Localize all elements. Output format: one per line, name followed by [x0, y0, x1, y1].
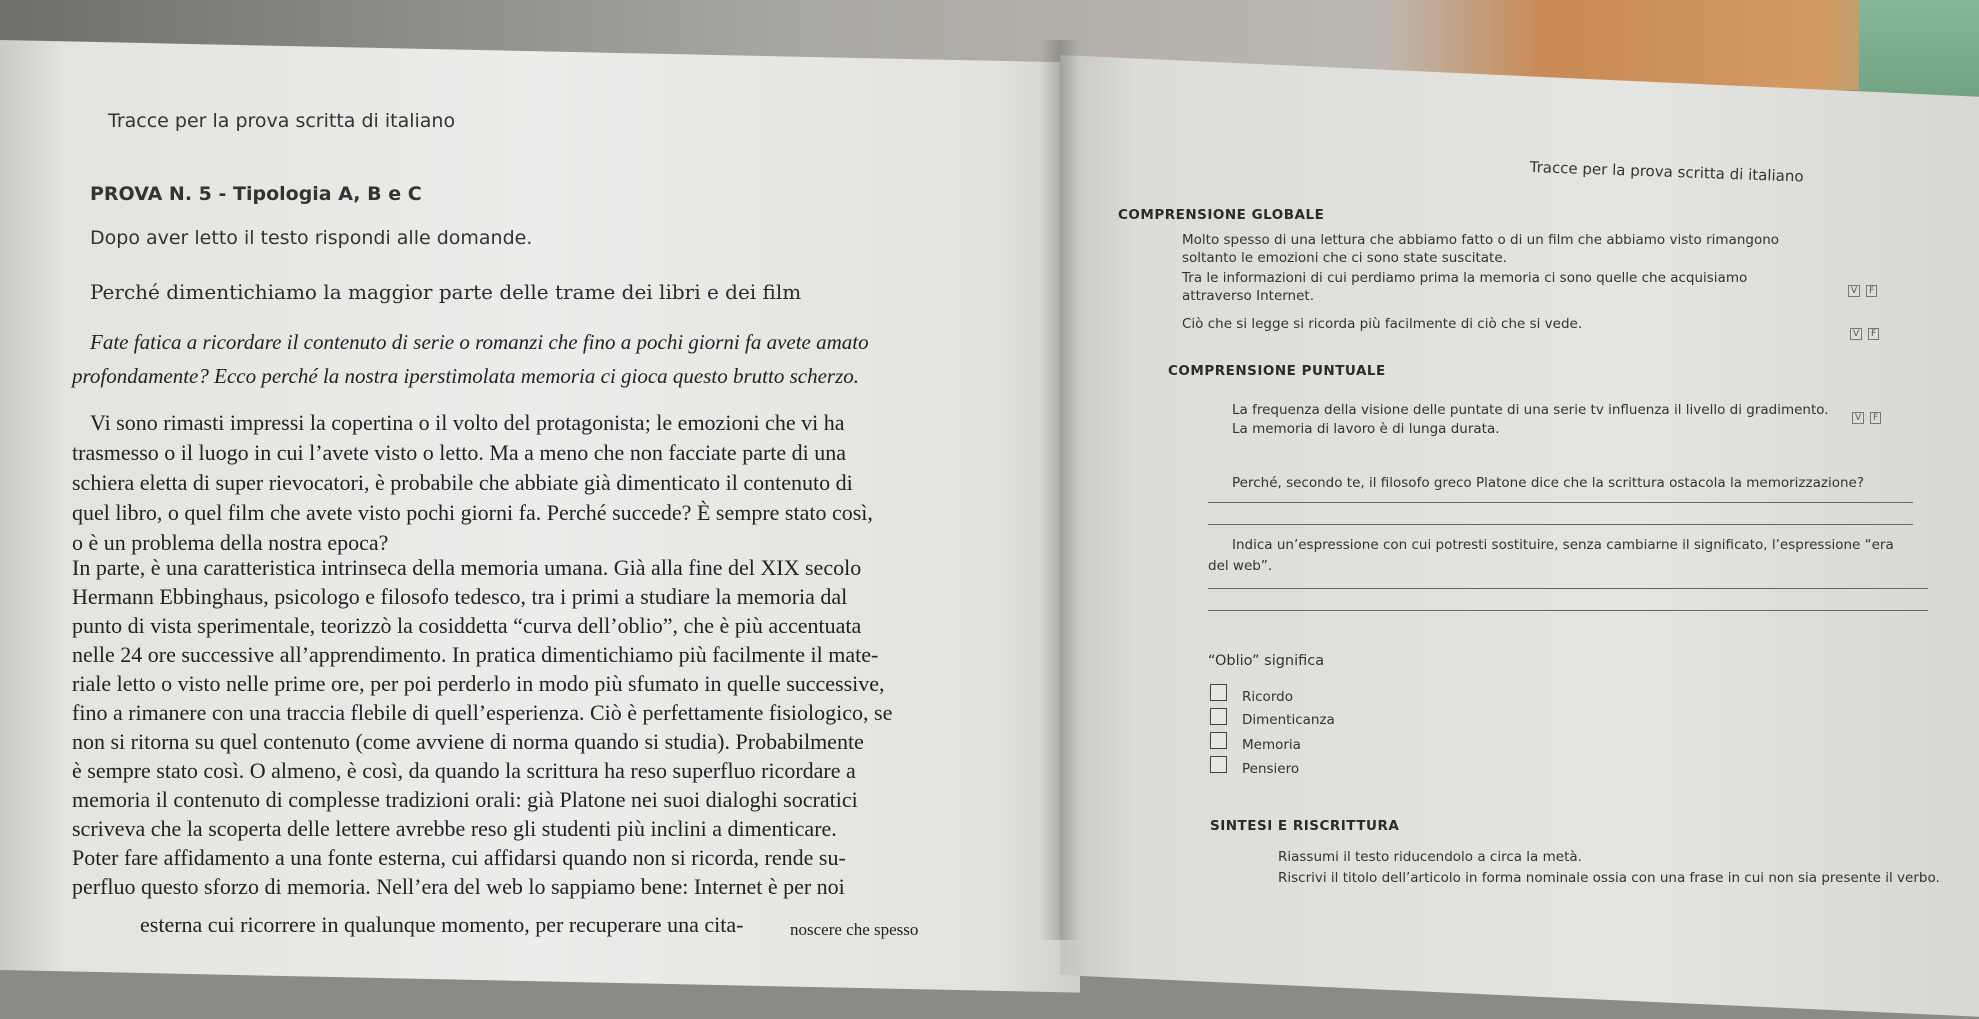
body-line: non si ritorna su quel contenuto (come avviene di norma quando si studia). Probabilmente [72, 729, 864, 754]
body-line: Hermann Ebbinghaus, psicologo e filosofo tedesco, tra i primi a studiare la memoria dal [72, 584, 848, 609]
answer-line[interactable] [1208, 502, 1913, 503]
body-line: nelle 24 ore successive all’apprendimento. In pratica dimentichiamo più facilmente il mate- [72, 642, 879, 667]
body-line: o è un problema della nostra epoca? [72, 530, 389, 555]
body-line: scriveva che la scoperta delle lettere avrebbe reso gli studenti più inclini a dimenticare. [72, 816, 837, 841]
section-heading: SINTESI E RISCRITTURA [1210, 818, 1400, 834]
false-option[interactable]: F [1870, 412, 1881, 424]
section-heading: COMPRENSIONE PUNTUALE [1168, 363, 1386, 379]
option-label: Memoria [1242, 737, 1301, 753]
body-line: perfluo questo sforzo di memoria. Nell’era del web lo sappiamo bene: Internet è per noi [72, 874, 845, 899]
body-line: trasmesso o il luogo in cui l’avete visto o letto. Ma a meno che non facciate parte di una [72, 440, 847, 465]
body-line: schiera eletta di super rievocatori, è probabile che abbiate già dimenticato il contenuto di [72, 470, 853, 495]
article-subtitle-line: profondamente? Ecco perché la nostra iperstimolata memoria ci gioca questo brutto scherzo. [72, 364, 860, 388]
body-line: è sempre stato così. O almeno, è così, da quando la scrittura ha reso superfluo ricordare a [72, 758, 856, 783]
body-line: noscere che spesso [790, 920, 919, 939]
section-heading: COMPRENSIONE GLOBALE [1118, 207, 1325, 223]
true-false-statement: La memoria di lavoro è di lunga durata. [1232, 421, 1500, 437]
true-false-statement: attraverso Internet. [1182, 288, 1315, 304]
question-text: Indica un’espressione con cui potresti sostituire, senza cambiarne il significato, l’espressione “era [1232, 537, 1894, 553]
body-line: Vi sono rimasti impressi la copertina o il volto del protagonista; le emozioni che vi ha [90, 410, 845, 435]
body-line: Poter fare affidamento a una fonte esterna, cui affidarsi quando non si ricorda, rende su- [72, 845, 846, 870]
task-text: Riassumi il testo riducendolo a circa la metà. [1278, 849, 1582, 865]
task-text: Riscrivi il titolo dell’articolo in forma nominale ossia con una frase in cui non sia presente il verbo. [1278, 870, 1940, 886]
option-checkbox[interactable] [1210, 756, 1227, 773]
true-false-statement: soltanto le emozioni che ci sono state suscitate. [1182, 250, 1507, 266]
true-false-statement: La frequenza della visione delle puntate di una serie tv influenza il livello di gradimento. [1232, 402, 1829, 418]
body-line: fino a rimanere con una traccia flebile di quell’esperienza. Ciò è perfettamente fisiologico, se [72, 700, 893, 725]
option-checkbox[interactable] [1210, 708, 1227, 725]
question-text: “Oblio” significa [1208, 653, 1325, 669]
true-false-statement: Ciò che si legge si ricorda più facilmente di ciò che si vede. [1182, 316, 1583, 332]
prova-title: PROVA N. 5 - Tipologia A, B e C [90, 183, 422, 205]
body-line: memoria il contenuto di complesse tradizioni orali: già Platone nei suoi dialoghi socratici [72, 787, 858, 812]
book-gutter [1040, 40, 1080, 940]
option-checkbox[interactable] [1210, 732, 1227, 749]
false-option[interactable]: F [1868, 328, 1879, 340]
right-page-header: Tracce per la prova scritta di italiano [1529, 158, 1804, 186]
option-label: Pensiero [1242, 761, 1300, 777]
true-option[interactable]: V [1848, 285, 1860, 297]
question-text: del web”. [1208, 558, 1273, 574]
answer-line[interactable] [1208, 588, 1928, 589]
body-line: punto di vista sperimentale, teorizzò la cosiddetta “curva dell’oblio”, che è più accentuata [72, 613, 862, 638]
true-false-statement: Molto spesso di una lettura che abbiamo fatto o di un film che abbiamo visto rimangono [1182, 232, 1780, 248]
question-text: Perché, secondo te, il filosofo greco Platone dice che la scrittura ostacola la memorizzazione? [1232, 475, 1864, 491]
instruction: Dopo aver letto il testo rispondi alle domande. [90, 227, 533, 249]
answer-line[interactable] [1208, 610, 1928, 611]
body-line: In parte, è una caratteristica intrinseca della memoria umana. Già alla fine del XIX secolo [72, 555, 862, 580]
false-option[interactable]: F [1866, 285, 1877, 297]
option-checkbox[interactable] [1210, 684, 1227, 701]
true-option[interactable]: V [1852, 412, 1864, 424]
option-label: Ricordo [1242, 689, 1293, 705]
option-label: Dimenticanza [1242, 712, 1335, 728]
answer-line[interactable] [1208, 524, 1913, 525]
true-false-statement: Tra le informazioni di cui perdiamo prima la memoria ci sono quelle che acquisiamo [1182, 270, 1748, 286]
page-header: Tracce per la prova scritta di italiano [108, 110, 456, 132]
body-line: quel libro, o quel film che avete visto pochi giorni fa. Perché succede? È sempre stato così, [72, 500, 873, 525]
true-option[interactable]: V [1850, 328, 1862, 340]
body-line: riale letto o visto nelle prime ore, per poi perderlo in modo più sfumato in quelle successive, [72, 671, 885, 696]
body-line: esterna cui ricorrere in qualunque momento, per recuperare una cita- [140, 912, 744, 937]
article-subtitle-line: Fate fatica a ricordare il contenuto di serie o romanzi che fino a pochi giorni fa avete amato [90, 330, 869, 354]
article-title: Perché dimentichiamo la maggior parte delle trame dei libri e dei film [90, 280, 802, 304]
